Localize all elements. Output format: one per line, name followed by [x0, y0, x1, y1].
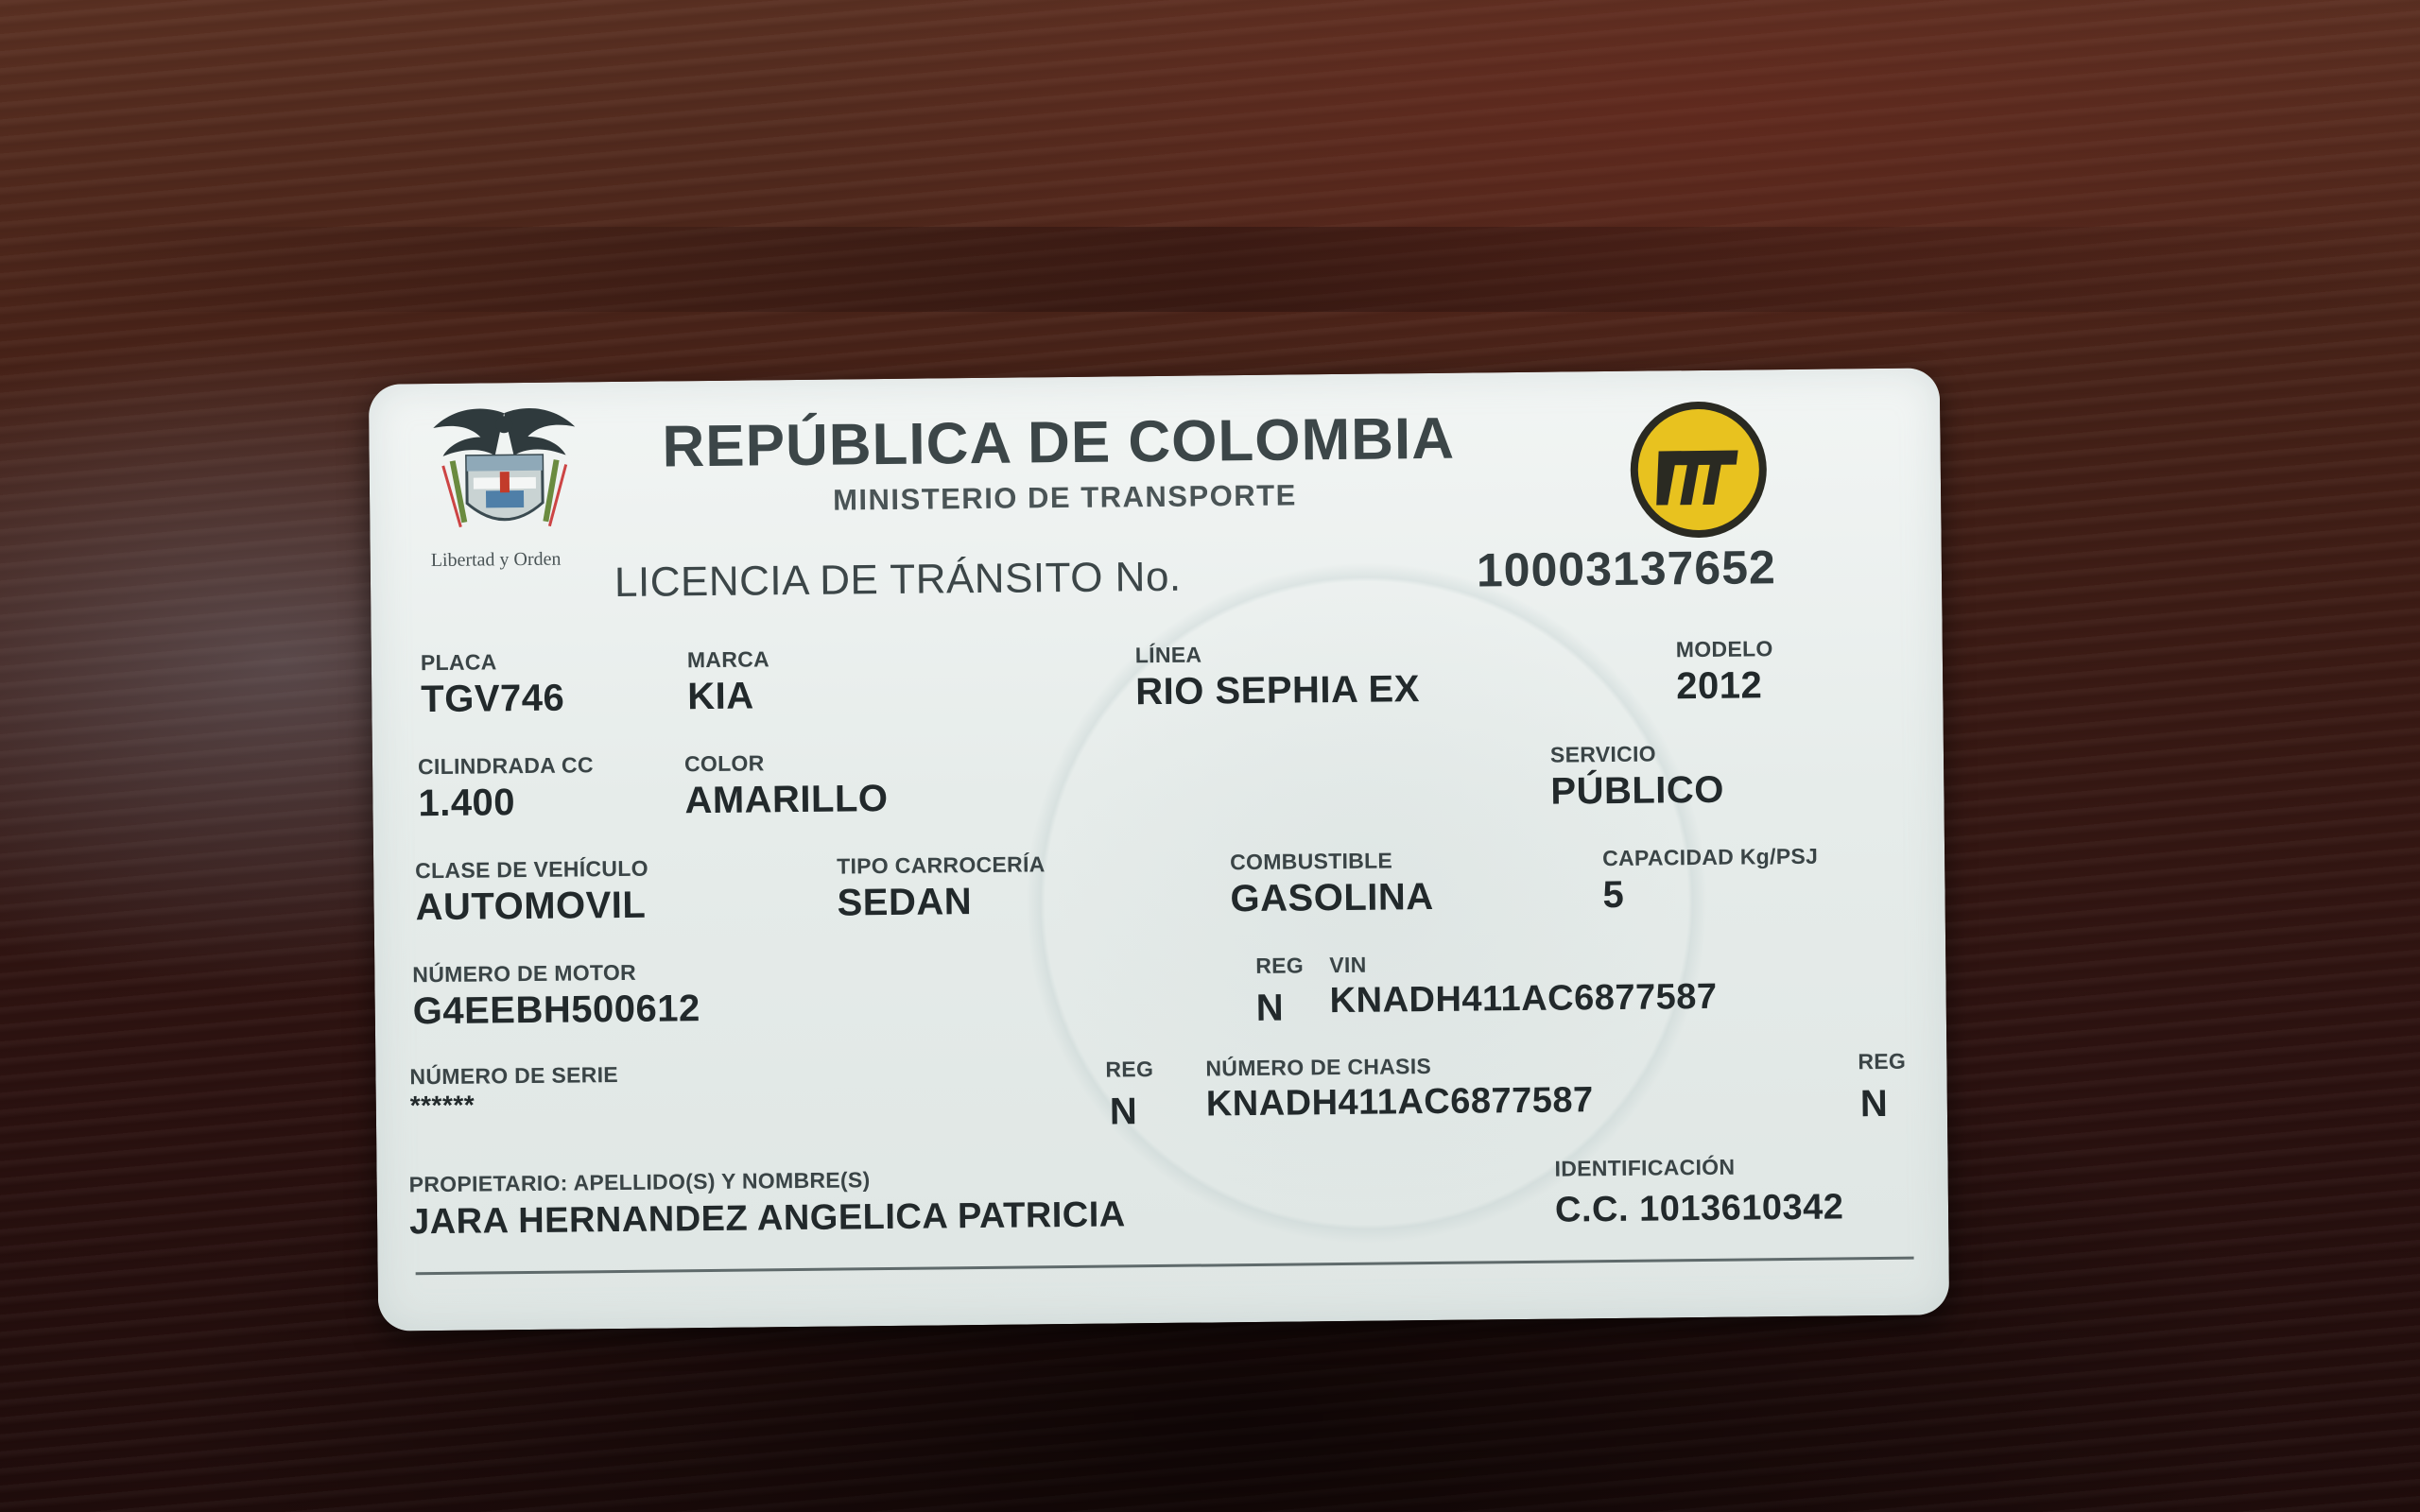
- coat-of-arms-icon: [414, 403, 596, 546]
- reg-serie-value: N: [1109, 1091, 1138, 1133]
- ministry-subtitle: MINISTERIO DE TRANSPORTE: [832, 478, 1297, 517]
- linea-value: RIO SEPHIA EX: [1135, 668, 1421, 713]
- motor-label: NÚMERO DE MOTOR: [412, 959, 637, 988]
- cilindrada-label: CILINDRADA CC: [417, 752, 594, 780]
- vin-value: KNADH411AC6877587: [1329, 976, 1718, 1022]
- wood-grain: [0, 284, 2420, 312]
- reg-motor-label: REG: [1255, 953, 1305, 978]
- identificacion-label: IDENTIFICACIÓN: [1554, 1154, 1736, 1181]
- reg-serie-label: REG: [1105, 1057, 1154, 1082]
- clase-value: AUTOMOVIL: [415, 884, 647, 929]
- marca-label: MARCA: [686, 646, 770, 673]
- carroceria-label: TIPO CARROCERÍA: [837, 851, 1046, 879]
- reg-chasis-value: N: [1859, 1082, 1889, 1125]
- servicio-value: PÚBLICO: [1550, 768, 1725, 813]
- clase-label: CLASE DE VEHÍCULO: [415, 855, 648, 884]
- country-title: REPÚBLICA DE COLOMBIA: [662, 405, 1456, 480]
- license-number: 10003137652: [1476, 541, 1777, 597]
- cilindrada-value: 1.400: [418, 782, 516, 825]
- capacidad-value: 5: [1602, 873, 1625, 917]
- carroceria-value: SEDAN: [837, 881, 973, 924]
- identificacion-value: C.C. 1013610342: [1554, 1187, 1844, 1230]
- bottom-divider: [416, 1257, 1914, 1276]
- combustible-label: COMBUSTIBLE: [1230, 848, 1393, 875]
- reg-chasis-label: REG: [1858, 1048, 1907, 1074]
- wood-grain: [0, 227, 2420, 284]
- propietario-value: JARA HERNANDEZ ANGELICA PATRICIA: [408, 1194, 1126, 1243]
- modelo-label: MODELO: [1675, 636, 1773, 662]
- ministry-logo-icon: [1622, 398, 1775, 541]
- placa-value: TGV746: [421, 677, 565, 721]
- modelo-value: 2012: [1675, 664, 1763, 708]
- placa-label: PLACA: [420, 649, 497, 676]
- motor-value: G4EEBH500612: [412, 988, 700, 1033]
- chasis-value: KNADH411AC6877587: [1205, 1080, 1594, 1125]
- motto-text: Libertad y Orden: [430, 548, 562, 572]
- serie-value: ******: [409, 1090, 475, 1121]
- vin-label: VIN: [1329, 952, 1367, 978]
- color-value: AMARILLO: [684, 777, 889, 822]
- reg-motor-value: N: [1255, 987, 1285, 1029]
- serie-label: NÚMERO DE SERIE: [409, 1062, 619, 1090]
- combustible-value: GASOLINA: [1230, 875, 1434, 920]
- linea-label: LÍNEA: [1134, 642, 1202, 668]
- marca-value: KIA: [687, 675, 754, 718]
- chasis-label: NÚMERO DE CHASIS: [1205, 1053, 1432, 1081]
- color-label: COLOR: [683, 750, 765, 777]
- transit-license-card: [369, 368, 1949, 1331]
- propietario-label: PROPIETARIO: APELLIDO(S) Y NOMBRE(S): [408, 1167, 871, 1197]
- license-title: LICENCIA DE TRÁNSITO No.: [614, 553, 1182, 607]
- capacidad-label: CAPACIDAD Kg/PSJ: [1601, 843, 1819, 871]
- servicio-label: SERVICIO: [1549, 741, 1657, 767]
